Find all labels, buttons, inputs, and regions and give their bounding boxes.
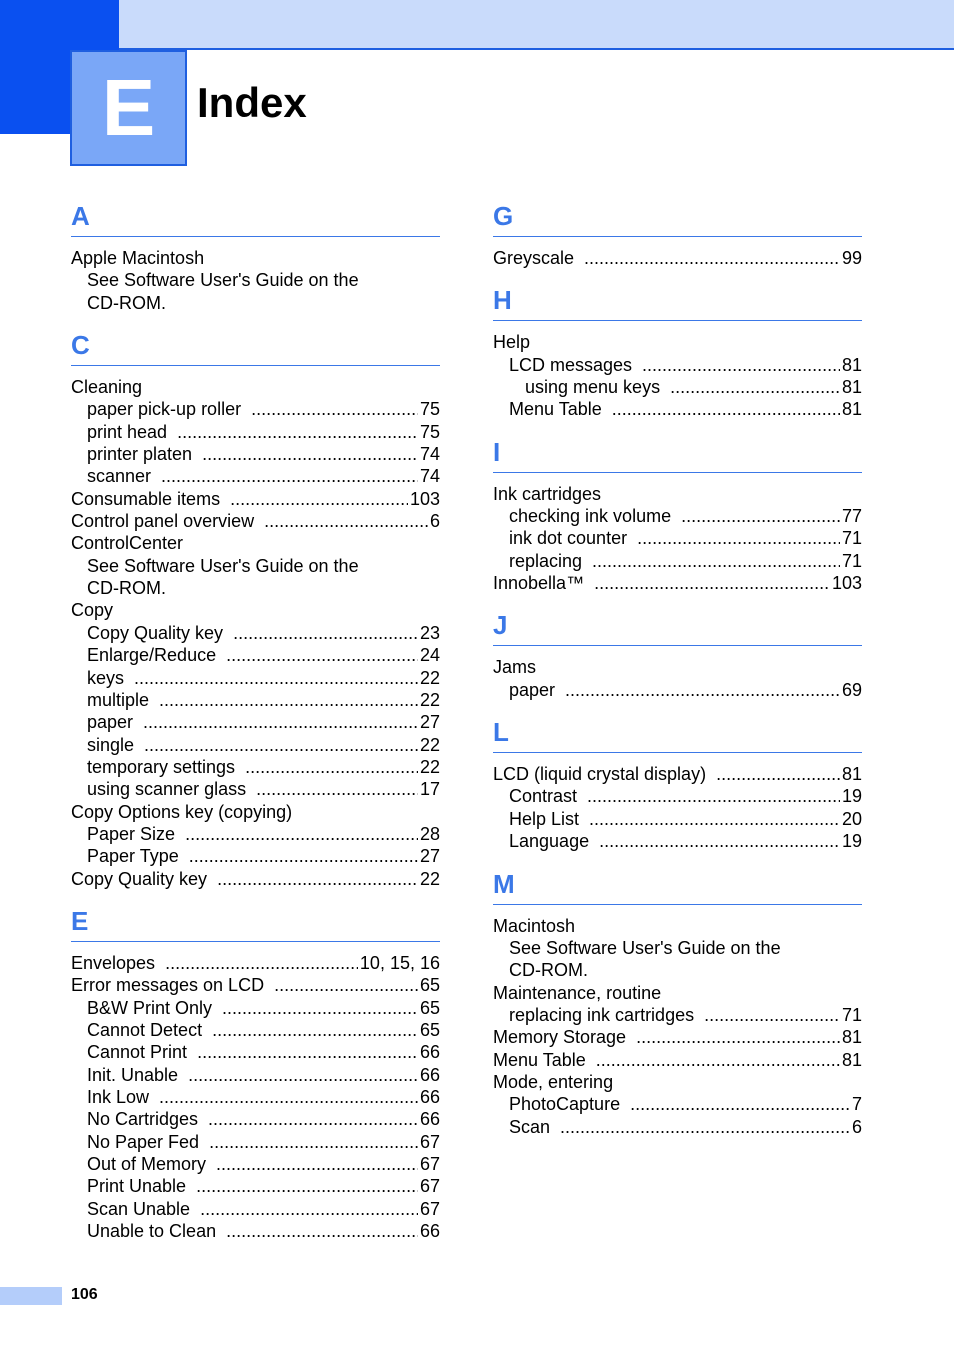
dot-leader	[704, 1004, 840, 1026]
index-entry	[71, 952, 440, 974]
entry-term: LCD (liquid crystal display)	[493, 764, 707, 785]
index-entry	[493, 1071, 862, 1093]
entry-page-ref: 6	[851, 1116, 862, 1137]
entry-page-ref: 81	[841, 764, 862, 785]
entry-term: temporary settings	[87, 756, 236, 777]
dot-leader	[188, 1064, 418, 1086]
entry-term: Copy	[71, 600, 114, 621]
entry-term: See Software User's Guide on the	[87, 270, 359, 291]
entry-page-ref: 66	[419, 1042, 440, 1063]
index-section-g	[493, 196, 862, 269]
index-entry	[493, 808, 862, 830]
index-entry	[71, 1175, 440, 1197]
index-column-right	[493, 196, 862, 1149]
entry-page-ref: 71	[841, 550, 862, 571]
index-entry	[493, 483, 862, 505]
index-section-j	[493, 605, 862, 701]
index-entry	[493, 331, 862, 353]
dot-leader	[637, 527, 840, 549]
entry-term: Macintosh	[493, 915, 576, 936]
index-entry	[71, 845, 440, 867]
entry-term: Paper Type	[87, 846, 179, 867]
entry-page-ref: 65	[419, 975, 440, 996]
dot-leader	[716, 763, 840, 785]
section-letter-heading: L	[493, 712, 862, 753]
index-entry	[71, 488, 440, 510]
index-entry	[493, 1004, 862, 1026]
dot-leader	[202, 443, 418, 465]
entry-term: replacing ink cartridges	[509, 1004, 695, 1025]
dot-leader	[681, 505, 840, 527]
dot-leader	[636, 1026, 840, 1048]
entry-term: multiple	[87, 689, 150, 710]
section-letter-heading: J	[493, 605, 862, 646]
entry-term: Memory Storage	[493, 1027, 627, 1048]
header-band	[0, 0, 954, 50]
index-entry	[71, 801, 440, 823]
entry-term: scanner	[87, 466, 152, 487]
entry-page-ref: 65	[419, 1019, 440, 1040]
entry-page-ref: 17	[419, 779, 440, 800]
dot-leader	[143, 711, 418, 733]
index-entry	[493, 1116, 862, 1138]
dot-leader	[587, 785, 840, 807]
index-entry	[71, 734, 440, 756]
entry-term: Ink Low	[87, 1087, 150, 1107]
dot-leader	[642, 354, 840, 376]
index-entry	[493, 959, 862, 981]
entry-term: replacing	[509, 550, 583, 571]
entry-page-ref: 10, 15, 16	[359, 952, 440, 973]
entry-page-ref: 74	[419, 466, 440, 487]
index-entry	[71, 778, 440, 800]
entry-term: Enlarge/Reduce	[87, 645, 217, 666]
entry-page-ref: 81	[841, 1027, 862, 1048]
dot-leader	[251, 398, 418, 420]
dot-leader	[274, 974, 418, 996]
dot-leader	[226, 644, 418, 666]
index-entry	[71, 443, 440, 465]
entry-page-ref: 69	[841, 679, 862, 700]
entry-term: Consumable items	[71, 488, 221, 509]
entry-page-ref: 22	[419, 689, 440, 710]
dot-leader	[161, 465, 418, 487]
dot-leader	[256, 778, 418, 800]
index-entry	[71, 711, 440, 733]
dot-leader	[560, 1116, 850, 1138]
index-entry	[493, 763, 862, 785]
index-entry	[71, 1064, 440, 1086]
entry-page-ref: 27	[419, 846, 440, 867]
entry-page-ref: 66	[419, 1221, 440, 1242]
index-entry	[71, 398, 440, 420]
index-entry	[71, 599, 440, 621]
entry-term: Error messages on LCD	[71, 975, 265, 996]
entry-page-ref: 81	[841, 377, 862, 398]
entry-page-ref: 77	[841, 506, 862, 527]
index-entry	[493, 937, 862, 959]
dot-leader	[196, 1175, 418, 1197]
entry-term: Jams	[493, 657, 537, 678]
entry-page-ref: 75	[419, 399, 440, 420]
entry-term: CD-ROM.	[87, 292, 166, 313]
index-entry	[71, 1198, 440, 1220]
entry-term: CD-ROM.	[509, 960, 588, 981]
entry-page-ref: 66	[419, 1064, 440, 1085]
page-number: 106	[71, 1286, 98, 1303]
entry-term: Menu Table	[493, 1049, 586, 1070]
index-entry	[71, 555, 440, 577]
dot-leader	[212, 1019, 418, 1041]
entry-page-ref: 19	[841, 786, 862, 807]
entry-term: single	[87, 734, 135, 755]
entry-term: Menu Table	[509, 399, 602, 420]
dot-leader	[216, 1153, 418, 1175]
entry-term: Paper Size	[87, 823, 176, 844]
entry-term: paper	[87, 712, 134, 733]
entry-page-ref: 74	[419, 444, 440, 465]
index-entry	[71, 868, 440, 890]
entry-term: Copy Quality key	[87, 622, 224, 643]
entry-term: Mode, entering	[493, 1071, 614, 1092]
entry-term: checking ink volume	[509, 506, 672, 527]
entry-term: print head	[87, 421, 168, 442]
section-letter-heading: E	[71, 901, 440, 942]
entry-page-ref: 27	[419, 712, 440, 733]
entry-page-ref: 103	[831, 573, 862, 594]
dot-leader	[197, 1041, 418, 1063]
entry-term: using scanner glass	[87, 779, 247, 800]
index-entry	[493, 915, 862, 937]
entry-page-ref: 22	[419, 868, 440, 889]
index-section-a	[71, 196, 440, 314]
dot-leader	[159, 689, 418, 711]
index-entry	[71, 292, 440, 314]
entry-term: PhotoCapture	[509, 1094, 621, 1115]
entry-page-ref: 66	[419, 1109, 440, 1130]
entry-page-ref: 22	[419, 667, 440, 688]
entry-page-ref: 28	[419, 823, 440, 844]
entry-page-ref: 67	[419, 1198, 440, 1219]
entry-term: printer platen	[87, 444, 193, 465]
dot-leader	[584, 247, 840, 269]
entry-term: Scan	[509, 1116, 551, 1137]
entry-page-ref: 81	[841, 1049, 862, 1070]
dot-leader	[630, 1093, 850, 1115]
dot-leader	[670, 376, 840, 398]
index-entry	[71, 532, 440, 554]
dot-leader	[189, 845, 418, 867]
dot-leader	[596, 1049, 840, 1071]
dot-leader	[209, 1131, 418, 1153]
index-column-left	[71, 196, 440, 1253]
entry-term: Help List	[509, 808, 580, 829]
index-entry	[493, 572, 862, 594]
entry-term: Copy Quality key	[71, 868, 208, 889]
dot-leader	[565, 679, 840, 701]
index-section-m	[493, 864, 862, 1138]
entry-term: Help	[493, 332, 531, 353]
index-entry	[71, 644, 440, 666]
dot-leader	[200, 1198, 418, 1220]
dot-leader	[165, 952, 358, 974]
index-entry	[71, 974, 440, 996]
entry-term: Control panel overview	[71, 511, 255, 532]
section-letter-heading: M	[493, 864, 862, 905]
dot-leader	[233, 622, 418, 644]
dot-leader	[144, 734, 418, 756]
section-letter-heading: I	[493, 432, 862, 473]
entry-term: No Cartridges	[87, 1109, 199, 1130]
entry-term: Innobella™	[493, 573, 585, 594]
index-entry	[71, 622, 440, 644]
index-entry	[493, 1093, 862, 1115]
entry-term: Unable to Clean	[87, 1221, 217, 1242]
index-section-i	[493, 432, 862, 595]
entry-page-ref: 6	[429, 511, 440, 532]
entry-page-ref: 23	[419, 622, 440, 643]
index-entry	[493, 656, 862, 678]
index-entry	[71, 1086, 440, 1108]
entry-term: Ink cartridges	[493, 483, 602, 504]
entry-term: paper pick-up roller	[87, 399, 242, 420]
index-section-l	[493, 712, 862, 852]
index-entry	[71, 1153, 440, 1175]
index-entry	[71, 1019, 440, 1041]
entry-term: Contrast	[509, 786, 578, 807]
index-entry	[71, 997, 440, 1019]
dot-leader	[185, 823, 418, 845]
entry-term: No Paper Fed	[87, 1131, 200, 1152]
dot-leader	[217, 868, 418, 890]
section-letter-heading: A	[71, 196, 440, 237]
dot-leader	[230, 488, 408, 510]
index-entry	[71, 1108, 440, 1130]
entry-page-ref: 19	[841, 831, 862, 852]
entry-term: ink dot counter	[509, 528, 628, 549]
index-entry	[493, 1026, 862, 1048]
dot-leader	[264, 510, 428, 532]
index-entry	[493, 982, 862, 1004]
entry-term: Print Unable	[87, 1176, 187, 1197]
index-entry	[71, 247, 440, 269]
dot-leader	[612, 398, 840, 420]
entry-term: See Software User's Guide on the	[509, 937, 781, 958]
entry-page-ref: 65	[419, 997, 440, 1018]
index-entry	[71, 689, 440, 711]
index-section-h	[493, 280, 862, 420]
entry-term: keys	[87, 667, 125, 688]
dot-leader	[177, 421, 418, 443]
entry-term: Copy Options key (copying)	[71, 801, 293, 822]
entry-term: CD-ROM.	[87, 578, 166, 599]
entry-page-ref: 103	[409, 488, 440, 509]
index-entry	[493, 830, 862, 852]
entry-term: using menu keys	[525, 377, 661, 398]
entry-page-ref: 67	[419, 1154, 440, 1175]
index-entry	[493, 398, 862, 420]
index-entry	[71, 376, 440, 398]
index-entry	[71, 1131, 440, 1153]
index-entry	[493, 505, 862, 527]
entry-term: Apple Macintosh	[71, 248, 205, 268]
dot-leader	[592, 550, 840, 572]
index-entry	[493, 527, 862, 549]
entry-term: Maintenance, routine	[493, 982, 662, 1003]
entry-page-ref: 67	[419, 1131, 440, 1152]
entry-page-ref: 81	[841, 399, 862, 420]
dot-leader	[594, 572, 830, 594]
index-entry	[493, 247, 862, 269]
section-letter-heading: G	[493, 196, 862, 237]
index-entry	[493, 1049, 862, 1071]
index-entry	[71, 421, 440, 443]
entry-page-ref: 81	[841, 354, 862, 375]
index-section-e	[71, 901, 440, 1242]
entry-page-ref: 75	[419, 421, 440, 442]
entry-term: ControlCenter	[71, 533, 184, 554]
entry-term: See Software User's Guide on the	[87, 555, 359, 576]
index-entry	[493, 785, 862, 807]
entry-term: Out of Memory	[87, 1154, 207, 1175]
index-entry	[493, 679, 862, 701]
entry-page-ref: 7	[851, 1094, 862, 1115]
entry-term: LCD messages	[509, 354, 633, 375]
entry-term: Language	[509, 831, 590, 852]
dot-leader	[208, 1108, 418, 1130]
entry-page-ref: 67	[419, 1176, 440, 1197]
entry-term: B&W Print Only	[87, 997, 213, 1018]
dot-leader	[222, 997, 418, 1019]
entry-page-ref: 71	[841, 528, 862, 549]
index-section-c	[71, 325, 440, 890]
entry-term: Cannot Print	[87, 1042, 188, 1063]
index-entry	[493, 550, 862, 572]
entry-term: paper	[509, 679, 556, 700]
section-letter-heading: H	[493, 280, 862, 321]
index-entry	[71, 510, 440, 532]
dot-leader	[599, 830, 840, 852]
dot-leader	[589, 808, 840, 830]
entry-term: Envelopes	[71, 952, 156, 973]
dot-leader	[226, 1220, 418, 1242]
entry-term: Greyscale	[493, 248, 575, 268]
dot-leader	[134, 667, 418, 689]
index-entry	[71, 667, 440, 689]
entry-term: Cannot Detect	[87, 1019, 203, 1040]
index-entry	[493, 376, 862, 398]
entry-term: Init. Unable	[87, 1064, 179, 1085]
index-entry	[71, 1220, 440, 1242]
dot-leader	[159, 1086, 418, 1108]
index-entry	[71, 577, 440, 599]
page-title: Index	[197, 79, 307, 126]
entry-page-ref: 22	[419, 734, 440, 755]
index-entry	[71, 1041, 440, 1063]
index-entry	[71, 269, 440, 291]
dot-leader	[245, 756, 418, 778]
entry-page-ref: 71	[841, 1004, 862, 1025]
chapter-letter-badge: E	[70, 50, 187, 166]
index-entry	[71, 823, 440, 845]
entry-term: Cleaning	[71, 377, 143, 398]
footer-bar	[0, 1287, 62, 1305]
index-entry	[71, 756, 440, 778]
entry-term: Scan Unable	[87, 1198, 191, 1219]
entry-page-ref: 20	[841, 808, 862, 829]
index-entry	[493, 354, 862, 376]
index-entry	[71, 465, 440, 487]
entry-page-ref: 24	[419, 645, 440, 666]
section-letter-heading: C	[71, 325, 440, 366]
entry-page-ref: 22	[419, 756, 440, 777]
entry-page-ref: 66	[419, 1087, 440, 1107]
entry-page-ref: 99	[841, 248, 862, 268]
